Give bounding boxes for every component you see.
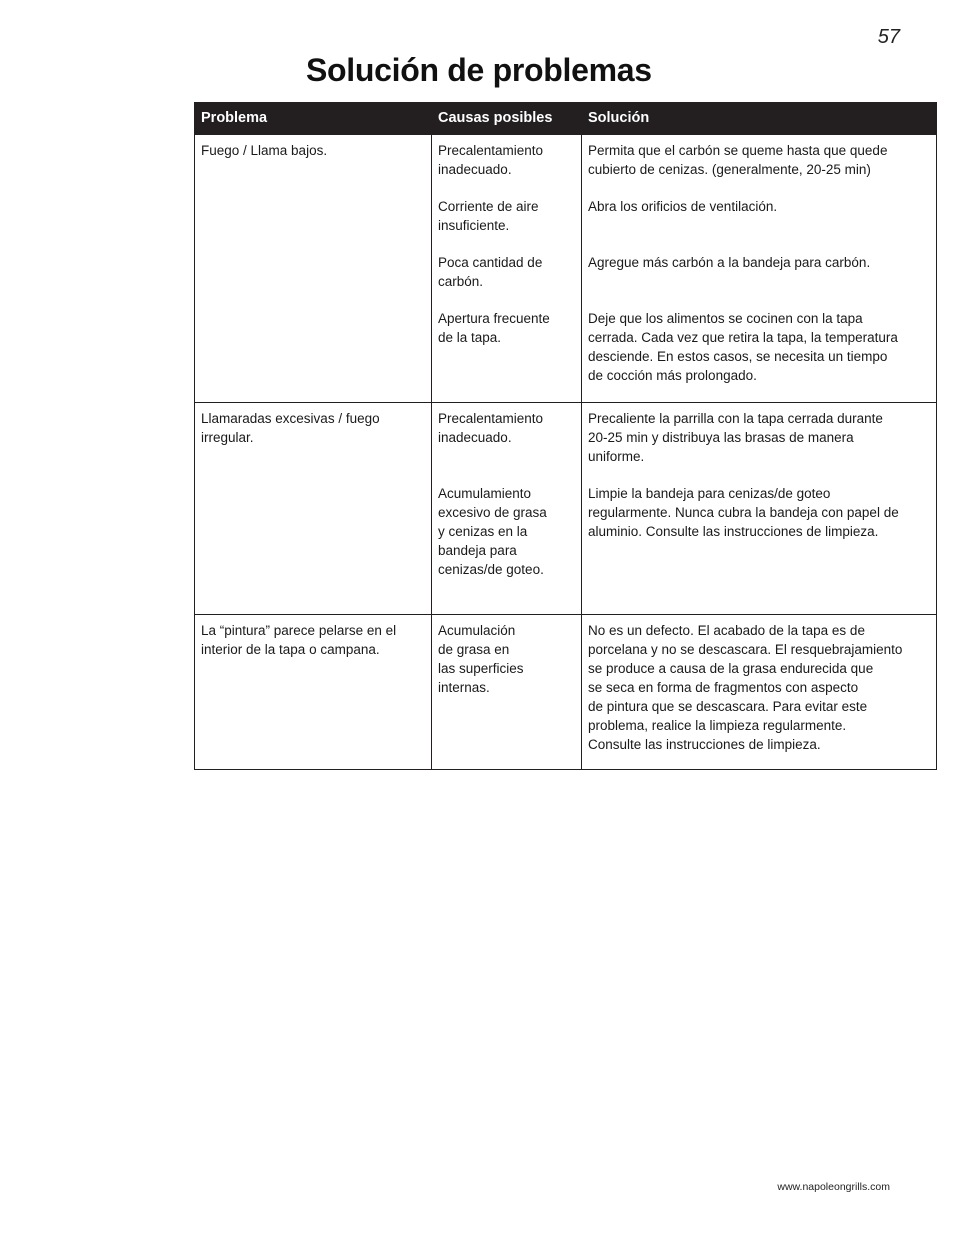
solution-text: Permita que el carbón se queme hasta que quede cubierto de cenizas. (generalmente, 20-25 min) xyxy=(588,143,888,177)
page-number: 57 xyxy=(877,26,900,48)
solution-text: No es un defecto. El acabado de la tapa es de porcelana y no se descascara. El resquebrajamiento se produce a causa de la grasa endurecida que se seca en forma de fragmentos con aspecto de pintura que se descascara. Para evitar este problema, realice la limpieza regularmente. Consulte las instrucciones de limpieza. xyxy=(588,623,903,752)
solution-cell xyxy=(582,135,937,403)
table-row xyxy=(195,135,937,403)
problem-cell xyxy=(195,135,432,403)
causes-cell xyxy=(432,403,582,615)
solution-cell xyxy=(582,403,937,615)
solution-text: Abra los orificios de ventilación. xyxy=(588,199,778,214)
solution-text: Limpie la bandeja para cenizas/de goteo regularmente. Nunca cubra la bandeja con papel de aluminio. Consulte las instrucciones de limpieza. xyxy=(588,486,899,539)
problem-text: Llamaradas excesivas / fuego irregular. xyxy=(201,411,380,445)
problem-text: La “pintura” parece pelarse en el interior de la tapa o campana. xyxy=(201,623,397,657)
cause-text: Apertura frecuente de la tapa. xyxy=(438,311,550,345)
table-row xyxy=(195,615,937,770)
causes-cell xyxy=(432,135,582,403)
solution-cell xyxy=(582,615,937,770)
cause-text: Precalentamiento inadecuado. xyxy=(438,411,544,445)
solution-text: Deje que los alimentos se cocinen con la tapa cerrada. Cada vez que retira la tapa, la temperatura desciende. En estos casos, se necesita un tiempo de cocción más prolongado. xyxy=(588,311,898,383)
page-title: Solución de problemas xyxy=(306,52,652,88)
cause-text: Acumulamiento excesivo de grasa y cenizas en la bandeja para cenizas/de goteo. xyxy=(438,486,547,577)
problem-cell xyxy=(195,615,432,770)
troubleshooting-table xyxy=(194,102,937,770)
header-solution: Solución xyxy=(582,103,937,135)
cause-text: Poca cantidad de carbón. xyxy=(438,255,543,289)
solution-text: Agregue más carbón a la bandeja para carbón. xyxy=(588,255,871,270)
header-problem: Problema xyxy=(195,103,432,135)
table-row xyxy=(195,403,937,615)
table-header-row xyxy=(195,103,937,135)
cause-text: Acumulación de grasa en las superficies internas. xyxy=(438,623,524,695)
cause-text: Precalentamiento inadecuado. xyxy=(438,143,544,177)
cause-text: Corriente de aire insuficiente. xyxy=(438,199,539,233)
causes-cell xyxy=(432,615,582,770)
problem-cell xyxy=(195,403,432,615)
footer-url: www.napoleongrills.com xyxy=(777,1181,890,1193)
problem-text: Fuego / Llama bajos. xyxy=(201,143,328,158)
header-causes: Causas posibles xyxy=(432,103,582,135)
solution-text: Precaliente la parrilla con la tapa cerrada durante 20-25 min y distribuya las brasas de manera uniforme. xyxy=(588,411,883,464)
